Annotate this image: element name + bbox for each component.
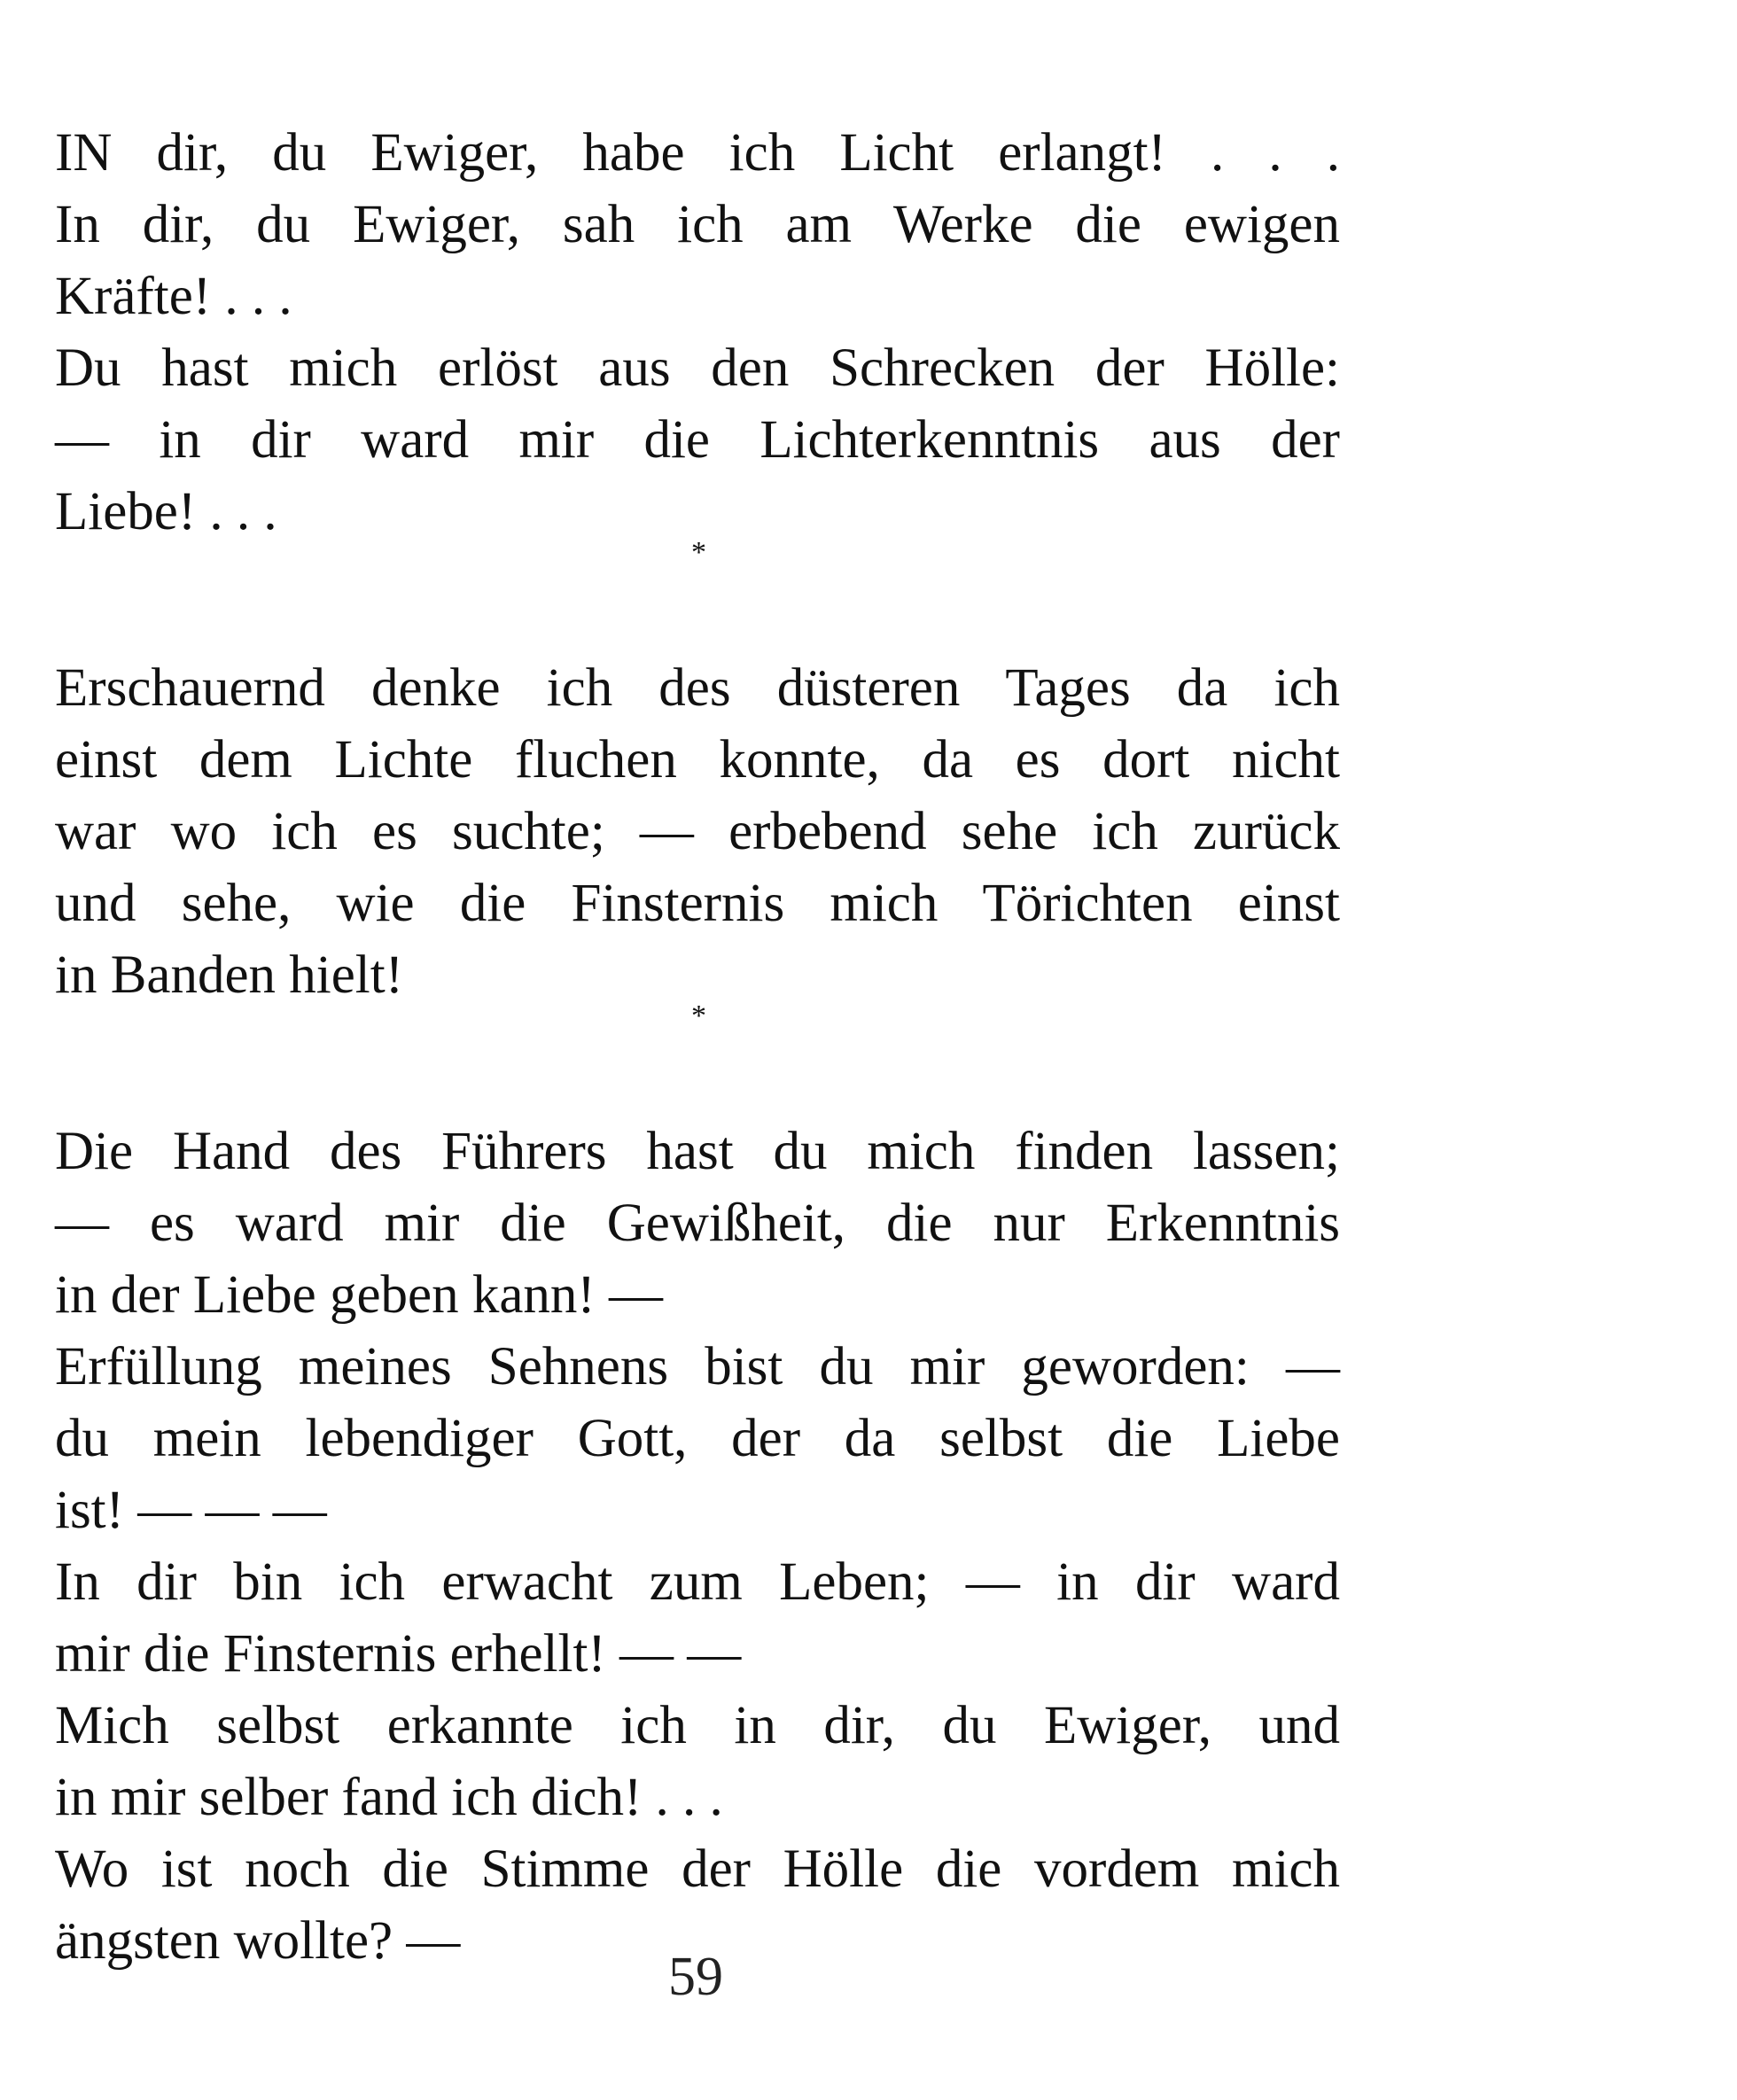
star-icon: *	[691, 999, 706, 1032]
text-line: IN dir, du Ewiger, habe ich Licht erlangt! . . .	[55, 123, 1340, 183]
section-separator	[55, 536, 1340, 652]
text-line: Erfüllung meines Sehnens bist du mir geworden: —	[55, 1337, 1340, 1396]
text-line: in der Liebe geben kann! —	[55, 1265, 663, 1325]
text-line: Du hast mich erlöst aus den Schrecken der Hölle:	[55, 338, 1340, 398]
text-line: du mein lebendiger Gott, der da selbst die Liebe	[55, 1409, 1340, 1468]
text-line: ist! — — —	[55, 1481, 327, 1540]
text-line: in mir selber fand ich dich! . . .	[55, 1768, 723, 1827]
text-line: In dir bin ich erwacht zum Leben; — in dir ward	[55, 1552, 1340, 1612]
text-line: — es ward mir die Gewißheit, die nur Erkenntnis	[55, 1194, 1340, 1253]
text-line: und sehe, wie die Finsternis mich Törichten einst	[55, 874, 1340, 933]
text-line: Kräfte! . . .	[55, 267, 292, 326]
text-line: ängsten wollte? —	[55, 1911, 461, 1971]
stanza-3	[55, 1116, 1340, 1977]
text-line: Mich selbst erkannte ich in dir, du Ewiger, und	[55, 1696, 1340, 1755]
text-line: Erschauernd denke ich des düsteren Tages da ich	[55, 658, 1340, 718]
text-line: Die Hand des Führers hast du mich finden lassen;	[55, 1122, 1340, 1181]
text-line: Wo ist noch die Stimme der Hölle die vordem mich	[55, 1839, 1340, 1899]
text-line: Liebe! . . .	[55, 482, 277, 541]
text-line: in Banden hielt!	[55, 945, 404, 1005]
text-line: einst dem Lichte fluchen konnte, da es dort nicht	[55, 730, 1340, 789]
text-line: mir die Finsternis erhellt! — —	[55, 1624, 742, 1684]
section-separator	[55, 999, 1340, 1116]
text-line: In dir, du Ewiger, sah ich am Werke die ewigen	[55, 195, 1340, 254]
stanza-1	[55, 117, 1340, 548]
page-number: 59	[668, 1947, 723, 2007]
text-line: — in dir ward mir die Lichterkenntnis aus der	[55, 410, 1340, 470]
stanza-2	[55, 652, 1340, 1011]
text-line: war wo ich es suchte; — erbebend sehe ich zurück	[55, 802, 1340, 861]
star-icon: *	[691, 536, 706, 569]
page-body	[55, 117, 1340, 1977]
